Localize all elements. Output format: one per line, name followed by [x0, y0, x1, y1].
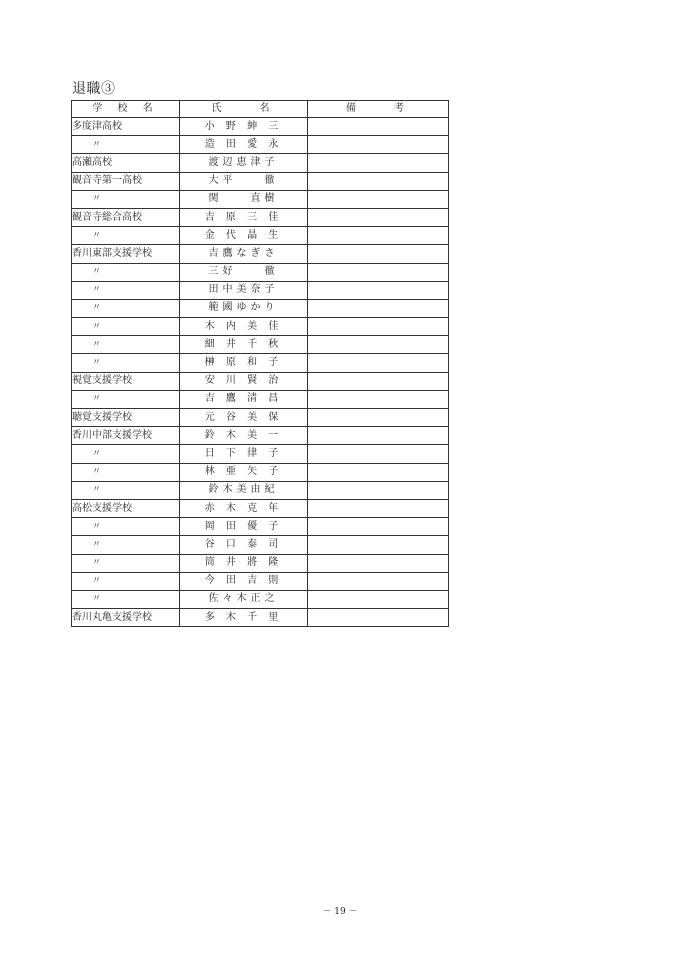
person-name-cell: 小 野 紳 三 — [180, 118, 308, 136]
retirement-table — [71, 100, 449, 627]
table-row — [72, 227, 449, 245]
school-cell: 〃 — [72, 463, 180, 481]
remarks-cell — [308, 390, 449, 408]
school-cell: 〃 — [72, 590, 180, 608]
person-name-cell: 岡 田 優 子 — [180, 518, 308, 536]
person-name-cell: 吉鷹なぎさ — [180, 245, 308, 263]
person-name-cell: 佐々木正之 — [180, 590, 308, 608]
school-cell: 観音寺総合高校 — [72, 208, 180, 226]
person-name-cell: 木 内 美 佳 — [180, 318, 308, 336]
person-name-cell: 三好 徹 — [180, 263, 308, 281]
person-name-cell: 安 川 賢 治 — [180, 372, 308, 390]
remarks-cell — [308, 318, 449, 336]
school-cell: 〃 — [72, 481, 180, 499]
header-school-name: 学 校 名 — [72, 101, 180, 118]
table-row — [72, 336, 449, 354]
table-row — [72, 245, 449, 263]
remarks-cell — [308, 499, 449, 517]
remarks-cell — [308, 572, 449, 590]
remarks-cell — [308, 172, 449, 190]
person-name-cell: 元 谷 美 保 — [180, 409, 308, 427]
table-row — [72, 590, 449, 608]
school-cell: 〃 — [72, 554, 180, 572]
remarks-cell — [308, 245, 449, 263]
school-cell: 〃 — [72, 336, 180, 354]
header-remarks: 備 考 — [308, 101, 449, 118]
person-name-cell: 大平 徹 — [180, 172, 308, 190]
person-name-cell: 田中美奈子 — [180, 281, 308, 299]
table-row — [72, 372, 449, 390]
remarks-cell — [308, 336, 449, 354]
person-name-cell: 吉 鷹 清 昌 — [180, 390, 308, 408]
remarks-cell — [308, 554, 449, 572]
table-row — [72, 536, 449, 554]
table-row — [72, 481, 449, 499]
remarks-cell — [308, 481, 449, 499]
school-cell: 〃 — [72, 518, 180, 536]
table-row — [72, 409, 449, 427]
school-cell: 聴覚支援学校 — [72, 409, 180, 427]
table-row — [72, 190, 449, 208]
remarks-cell — [308, 518, 449, 536]
table-row — [72, 445, 449, 463]
person-name-cell: 鈴木美由紀 — [180, 481, 308, 499]
school-cell: 〃 — [72, 281, 180, 299]
school-cell: 〃 — [72, 318, 180, 336]
remarks-cell — [308, 136, 449, 154]
table-row — [72, 572, 449, 590]
table-row — [72, 554, 449, 572]
person-name-cell: 筒 井 將 隆 — [180, 554, 308, 572]
table-row — [72, 427, 449, 445]
school-cell: 観音寺第一高校 — [72, 172, 180, 190]
school-cell: 視覚支援学校 — [72, 372, 180, 390]
remarks-cell — [308, 427, 449, 445]
school-cell: 香川中部支援学校 — [72, 427, 180, 445]
table-row — [72, 281, 449, 299]
school-cell: 〃 — [72, 190, 180, 208]
remarks-cell — [308, 263, 449, 281]
table-row — [72, 609, 449, 627]
person-name-cell: 造 田 愛 永 — [180, 136, 308, 154]
school-cell: 〃 — [72, 536, 180, 554]
school-cell: 〃 — [72, 354, 180, 372]
person-name-cell: 鈴 木 美 一 — [180, 427, 308, 445]
school-cell: 〃 — [72, 445, 180, 463]
person-name-cell: 谷 口 泰 司 — [180, 536, 308, 554]
section-heading: 退職③ — [72, 81, 116, 97]
remarks-cell — [308, 409, 449, 427]
person-name-cell: 関 直樹 — [180, 190, 308, 208]
table-row — [72, 518, 449, 536]
table-row — [72, 318, 449, 336]
person-name-cell: 林 亜 矢 子 — [180, 463, 308, 481]
table-row — [72, 463, 449, 481]
person-name-cell: 範國ゆかり — [180, 299, 308, 317]
table-row — [72, 354, 449, 372]
remarks-cell — [308, 445, 449, 463]
person-name-cell: 吉 原 三 佳 — [180, 208, 308, 226]
remarks-cell — [308, 590, 449, 608]
header-person-name: 氏 名 — [180, 101, 308, 118]
table-row — [72, 154, 449, 172]
person-name-cell: 榊 原 和 子 — [180, 354, 308, 372]
school-cell: 香川東部支援学校 — [72, 245, 180, 263]
remarks-cell — [308, 227, 449, 245]
remarks-cell — [308, 118, 449, 136]
remarks-cell — [308, 208, 449, 226]
person-name-cell: 細 井 千 秋 — [180, 336, 308, 354]
table-row — [72, 499, 449, 517]
person-name-cell: 赤 木 克 年 — [180, 499, 308, 517]
table-row — [72, 390, 449, 408]
school-cell: 高瀬高校 — [72, 154, 180, 172]
table-header-row — [72, 101, 449, 118]
table-row — [72, 263, 449, 281]
person-name-cell: 多 木 千 里 — [180, 609, 308, 627]
remarks-cell — [308, 281, 449, 299]
person-name-cell: 渡辺恵津子 — [180, 154, 308, 172]
school-cell: 高松支援学校 — [72, 499, 180, 517]
remarks-cell — [308, 609, 449, 627]
person-name-cell: 日 下 律 子 — [180, 445, 308, 463]
table-row — [72, 172, 449, 190]
school-cell: 〃 — [72, 136, 180, 154]
remarks-cell — [308, 372, 449, 390]
remarks-cell — [308, 463, 449, 481]
school-cell: 〃 — [72, 572, 180, 590]
remarks-cell — [308, 154, 449, 172]
table-row — [72, 136, 449, 154]
school-cell: 多度津高校 — [72, 118, 180, 136]
school-cell: 〃 — [72, 299, 180, 317]
school-cell: 〃 — [72, 263, 180, 281]
table-row — [72, 299, 449, 317]
remarks-cell — [308, 299, 449, 317]
school-cell: 〃 — [72, 390, 180, 408]
school-cell: 〃 — [72, 227, 180, 245]
person-name-cell: 今 田 吉 則 — [180, 572, 308, 590]
person-name-cell: 金 代 晶 生 — [180, 227, 308, 245]
page-number: － 19 － — [322, 907, 358, 917]
remarks-cell — [308, 190, 449, 208]
table-row — [72, 118, 449, 136]
remarks-cell — [308, 354, 449, 372]
table-row — [72, 208, 449, 226]
remarks-cell — [308, 536, 449, 554]
school-cell: 香川丸亀支援学校 — [72, 609, 180, 627]
